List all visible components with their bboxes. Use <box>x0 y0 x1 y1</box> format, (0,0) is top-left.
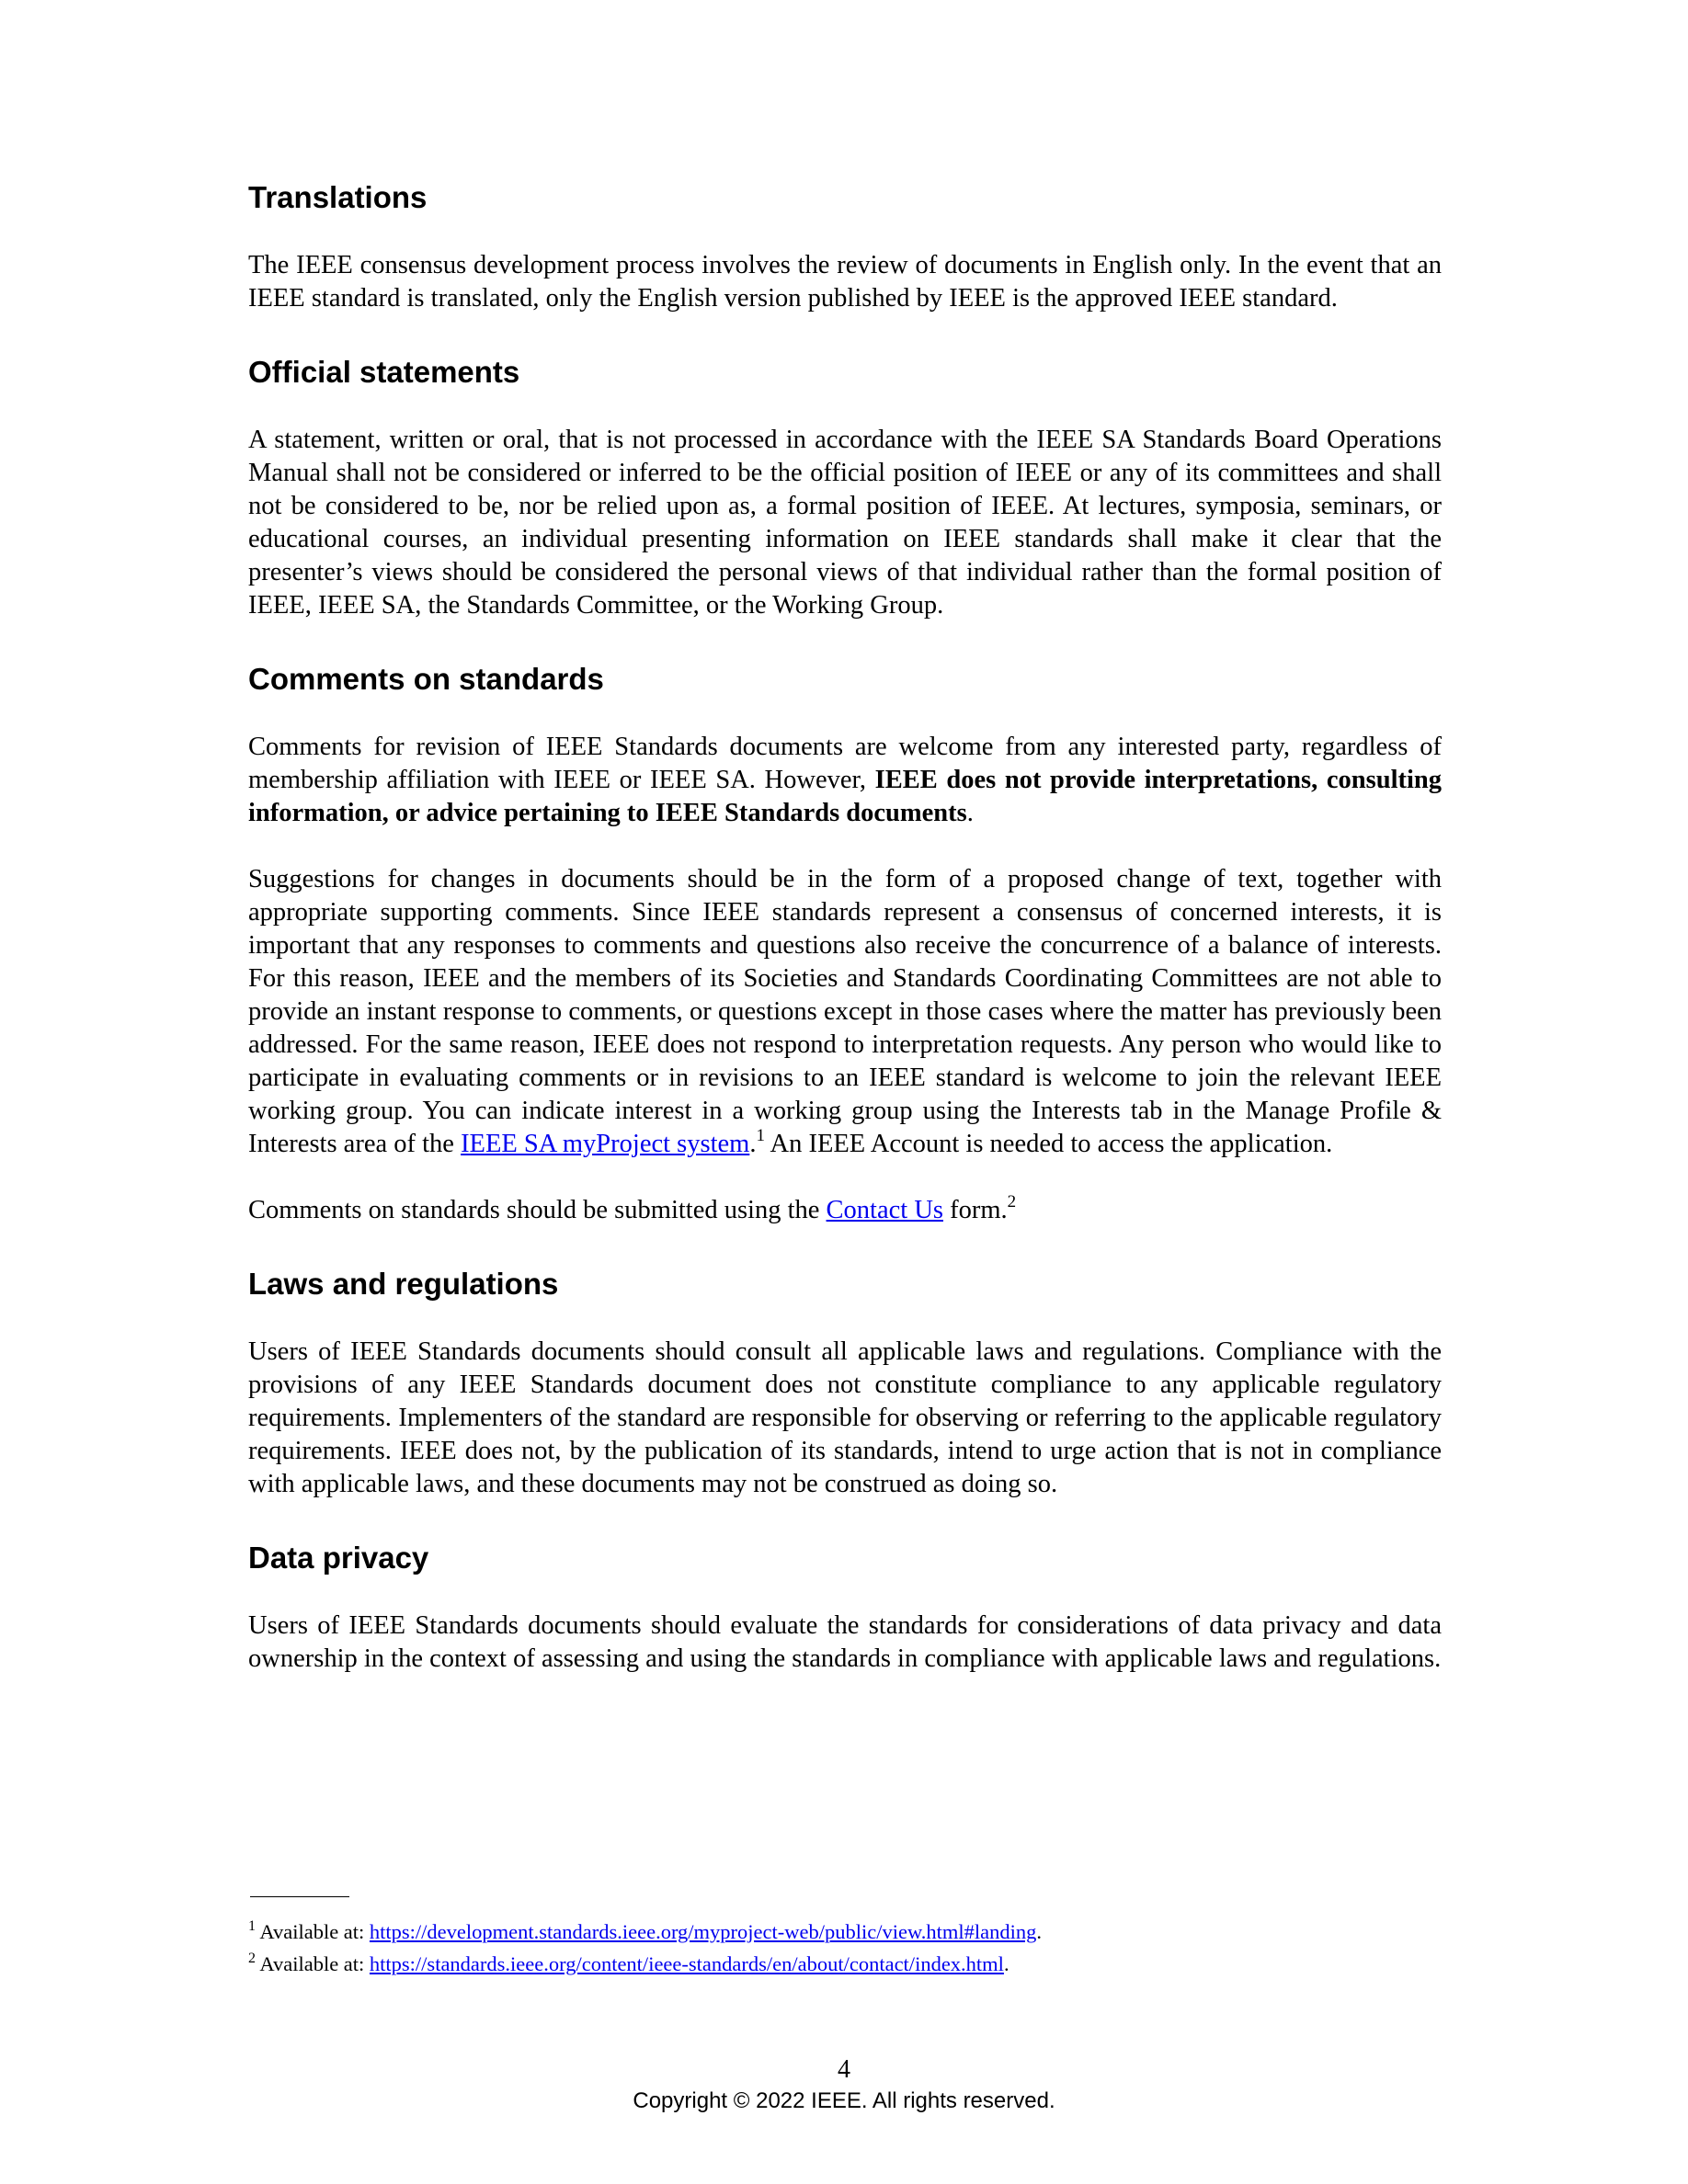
footnotes <box>248 1916 1442 1980</box>
page-number: 4 <box>838 2055 850 2084</box>
footnote-suffix: . <box>1003 1952 1009 1975</box>
paragraph: The IEEE consensus development process involves the review of documents in English only. In the event that an IEEE standard is translated, only the English version published by IEEE is the approved IEEE standard. <box>248 251 1442 313</box>
copyright-notice: Copyright © 2022 IEEE. All rights reserved. <box>633 2088 1055 2113</box>
section-heading: Laws and regulations <box>248 1267 559 1301</box>
footnote-item <box>248 1916 1442 1948</box>
section-heading: Comments on standards <box>248 662 604 696</box>
footnote-number: 2 <box>248 1950 256 1966</box>
footnote-divider <box>250 1896 349 1897</box>
footnote-url-link[interactable]: https://standards.ieee.org/content/ieee-standards/en/about/contact/index.html <box>369 1952 1004 1975</box>
paragraph-text: Suggestions for changes in documents should be in the form of a proposed change of text, together with appropriate supporting comments. Since IEEE standards represent a consensus of concerned interests, it is important that any responses to comments and questions also receive the concurrence of a balance of interests. For this reason, IEEE and the members of its Societies and Standards Coordinating Committees are not able to provide an instant response to comments, or questions except in those cases where the matter has previously been addressed. For the same reason, IEEE does not respond to interpretation requests. Any person who would like to participate in evaluating comments or in revisions to an IEEE standard is welcome to join the relevant IEEE working group. You can indicate interest in a working group using the Interests tab in the Manage Profile & Interests area of the <box>248 865 1442 1158</box>
footnote-url-link[interactable]: https://development.standards.ieee.org/myproject-web/public/view.html#landing <box>369 1920 1037 1943</box>
footnote-number: 1 <box>248 1917 256 1934</box>
paragraph: A statement, written or oral, that is not processed in accordance with the IEEE SA Standards Board Operations Manual shall not be considered or inferred to be the official position of IEEE or any of its committees and shall not be considered to be, nor be relied upon as, a formal position of IEEE. At lectures, symposia, seminars, or educational courses, an individual presenting information on IEEE standards shall make it clear that the presenter’s views should be considered the personal views of that individual rather than the formal position of IEEE, IEEE SA, the Standards Committee, or the Working Group. <box>248 426 1442 620</box>
section-translations <box>248 179 1442 315</box>
section-heading: Data privacy <box>248 1541 429 1575</box>
footnote-prefix: Available at: <box>259 1920 370 1943</box>
document-page <box>248 179 1442 1714</box>
section-comments-on-standards <box>248 661 1442 1227</box>
section-heading: Translations <box>248 180 428 214</box>
section-laws-and-regulations <box>248 1266 1442 1501</box>
footnote-ref: 2 <box>1007 1191 1017 1211</box>
section-heading: Official statements <box>248 355 520 389</box>
paragraph-text: . <box>749 1130 757 1158</box>
paragraph: Users of IEEE Standards documents should consult all applicable laws and regulations. Compliance with the provisions of any IEEE Standards document does not constitute compliance to any applicable regulatory requirements. Implementers of the standard are responsible for observing or referring to the applicable regulatory requirements. IEEE does not, by the publication of its standards, intend to urge action that is not in compliance with applicable laws, and these documents may not be construed as doing so. <box>248 1337 1442 1498</box>
paragraph-text: . <box>966 799 974 827</box>
bold-text: IEEE does not provide interpretations, consulting information, or advice pertaining to IEEE Standards documents <box>248 766 1443 827</box>
myproject-link[interactable]: IEEE SA myProject system <box>461 1130 750 1158</box>
contact-us-link[interactable]: Contact Us <box>826 1196 943 1224</box>
footnote-prefix: Available at: <box>259 1952 370 1975</box>
footnote-ref: 1 <box>756 1125 765 1145</box>
footnote-item <box>248 1948 1442 1980</box>
paragraph <box>248 731 1442 830</box>
paragraph-text: Comments for revision of IEEE Standards documents are welcome from any interested party, regardless of membership affiliation with IEEE or IEEE SA. However, <box>248 733 1442 794</box>
paragraph-text: form. <box>943 1196 1008 1224</box>
paragraph <box>248 1191 1442 1227</box>
section-data-privacy <box>248 1540 1442 1676</box>
paragraph <box>248 863 1442 1161</box>
section-official-statements <box>248 354 1442 622</box>
paragraph-text: Comments on standards should be submitted using the <box>248 1196 827 1224</box>
footnote-suffix: . <box>1036 1920 1043 1943</box>
paragraph: Users of IEEE Standards documents should evaluate the standards for considerations of data privacy and data ownership in the context of assessing and using the standards in compliance with applicable laws and regulations. <box>248 1611 1442 1673</box>
paragraph-text: An IEEE Account is needed to access the application. <box>764 1130 1333 1158</box>
